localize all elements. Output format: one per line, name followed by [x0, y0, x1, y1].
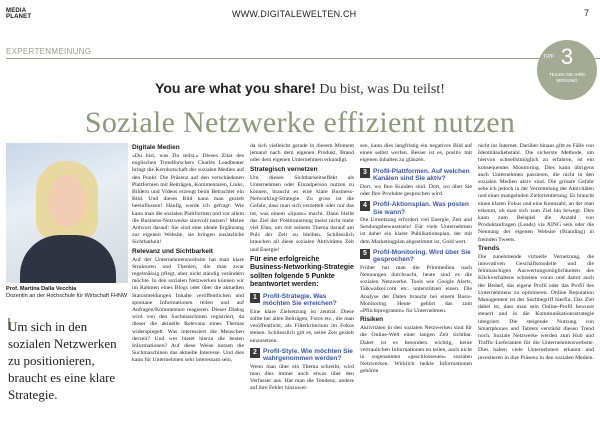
paragraph: Eine klare Zielsetzung ist zentral. Diese sollte bei allen Beiträgen, Fotos etc., die man veröffentlicht, als Filterkriterium im Fokus stehen. Schliesslich gilt es, seine Zeit gezielt einzusetzen. [250, 308, 354, 344]
tip-badge-number: 3 [560, 44, 574, 69]
site-url[interactable]: WWW.DIGITALEWELTEN.CH [232, 9, 357, 19]
photo-body [20, 235, 116, 283]
page-number: 7 [584, 8, 590, 18]
headline: Soziale Netzwerke effizient nutzen [84, 106, 516, 139]
tip-4 [360, 201, 472, 216]
author-name: Prof. Martina Dalla Vecchia [6, 286, 77, 292]
paragraph: Um diesen Sichtbarkeitseffekt als Unternehmen oder Einzelperson nutzen zu können, braucht es eine klare Business-Networking-Strategie. Zu gross ist die Gefahr, dass man sich verzettelt oder nur das tut, was einem «Spass» macht. Dann bleibt das Ziel der Positionierung meist nicht mehr viel Elan, um mit seinem Thema darauf am Puls der Zeit zu bleiben. Schliesslich brauchen all diese sozialen Aktivitäten Zeit und Energie! [250, 174, 354, 253]
tip-number: 4 [360, 201, 370, 211]
subhead-vernetzen: Strategisch vernetzen [250, 165, 318, 173]
paragraph: Wenn man über ein Thema schreibt, wird man dies immer auch etwas über den Verfasser aus. Hat man die Tendenz, andere auf ihre Fehler hinzuwei- [250, 363, 354, 392]
section-rubric: EXPERTENMEINUNG [6, 47, 92, 56]
tip-number: 2 [250, 348, 260, 358]
column-2 [250, 143, 354, 424]
tip-title: Profil-Style. Wie möchten Sie wahrgenommen werden? [263, 347, 353, 363]
paragraph: Aktivitäten in den sozialen Netzwerken sind für die Online-Welt einer langen Zeit sichtbar. Daher ist es besonders wichtig, keine vertraulichen Informationen zu teilen, auch nicht in sogenannten «geschlossenen» sozialen Netzwerken. Wirklich heikle Informationen gehören [360, 325, 472, 375]
paragraph: Die Umsetzung erfordert viel Energie, Zeit und Sendungsbewusstsein! Für viele Unternehmen ist daher ein klarer Publikationsplan, der mit dem Marketingplan abgestimmt ist, Gold wert. [360, 217, 472, 245]
paragraph: sen, kann dies langfristig ein negatives Bild auf einen selbst werfen. Besser ist es, positiv mit eigenen Inhalten zu glänzen. [360, 143, 472, 164]
paragraph: Dort, wo Ihre Kunden sind. Dort, wo über Sie oder Ihre Produkte gesprochen wird. [360, 183, 472, 197]
subhead-relevanz: Relevanz und Sichtbarkeit [132, 247, 213, 255]
tip-title: Profil-Aktionsplan. Was posten Sie wann? [373, 201, 469, 216]
tip-number: 1 [250, 293, 260, 303]
tip-5 [360, 249, 472, 264]
pullquote: Um sich in den sozialen Netzwerken zu positionieren, braucht es eine klare Strategie. [8, 319, 117, 402]
logo-line-2: PLANET [6, 14, 32, 20]
paragraph: «Du bist, was Du teilst.» Dieses Zitat des englischen Trendforschers Charles Leadbeater bringt die Kernbotschaft der sozialen Medien auf den Punkt. Die Präsenz auf den verschiedenen Plattformen mit Beiträgen, Kommentaren, Links, Bildern und Videos erzeugt beim Betrachter ein Bild. Und dieses Bild kann man gezielt beeinflussen! Häufig werde ich gefragt: Wie kann man die sozialen Plattformen und vor allem die Business-Netzwerke sinnvoll nutzen? Meine Antwort darauf: Sie sind eine ideale Ergänzung zur eigenen Website, sie bringen zusätzliche Sichtbarkeit! [132, 153, 244, 246]
column-1 [132, 143, 244, 424]
kicker [0, 80, 600, 98]
logo-line-1: MEDIA [6, 8, 27, 14]
tip-3 [360, 168, 472, 183]
paragraph: Die zunehmende virtuelle Vernetzung, die innovativen Geschäftsmodelle und die feinmaschigen Auswertungsmöglichkeiten des Klickverhaltens schreiten voran und damit auch der Bedarf, das eigene Profil oder das Profil des Unternehmens zu optimieren. Online Reputation Management ist der Suchbegriff hierfür. Das Ziel dabei ist, dass man sein Online-Profil bewusst steuert und in die Kommunikationsstrategie integriert. Die steigende Nutzung von Smartphones und Tablets verstärkt diesen Trend noch. Soziale Netzwerke werden zum Hub und Traffic-Lieferanten für die Unternehmenswebsite. Dies haben viele Unternehmen erkannt und investieren in ihre Präsenz in den sozialen Medien. [478, 253, 594, 361]
tip-number: 3 [360, 168, 370, 178]
photo-face [48, 175, 86, 227]
tip-number: 5 [360, 249, 370, 259]
tip-title: Profil-Plattformen. Auf welchen Kanälen sind Sie aktiv? [373, 167, 470, 183]
tip-badge-label: TIPP [543, 54, 555, 60]
paragraph: Auf der Unternehmenswebsite hat man klare Strukturen und Themen, die man zwar regelmässig pflegt, aber nicht ständig verändern möchte. In den sozialen Netzwerken können wir im Rahmen eines Blogs oder über die aktuellen Statusmeldungen Inhalte veröffentlichen und spontane Informationen teilen und auf Anfragen/Kommentare reagieren. Dieser Dialog wird von den Suchmaschinen registriert, da dieser die aktuelle Relevanz eines Themas widerspiegelt. Was interessiert die Menschen derzeit? Und wer bietet hierzu die besten Informationen? Auf diese Weise nutzen die Suchmaschinen das aktuelle Interesse. Und dies kann für Unternehmen sehr interessant sein, [132, 256, 244, 364]
subhead-risiken: Risiken [360, 316, 384, 324]
column-4 [478, 143, 594, 424]
author-role: Dozentin an der Hochschule für Wirtschaft FHNW [6, 293, 128, 299]
tip-1 [250, 293, 354, 308]
column-3 [360, 143, 472, 424]
tip-title: Profil-Strategie. Was möchten Sie erreichen? [263, 292, 337, 308]
subhead-five-points: Für eine erfolgreiche Business-Networking-Strategie sollten folgende 5 Punkte beantwortet werden: [250, 255, 354, 289]
tip-badge-subtitle-line2: MEINUNG [556, 78, 578, 83]
paragraph: Früher hat man die Printmedien nach Nennungen durchsucht, heute sind es die sozialen Netzwerke. Tools wie Google Alerts, Talkwalker.com etc. unterstützen einen. Die Analyse der Daten braucht bei einem Basis-Monitoring. Heute gehört das zum «Pflichtprogramm» für Unternehmen. [360, 264, 472, 315]
subhead-digitale-medien: Digitale Medien [132, 144, 180, 151]
publisher-logo [6, 8, 46, 20]
header-divider [6, 58, 600, 59]
paragraph: nicht ins Internet. Darüber hinaus gibt es Fälle von Identitätsdiebstahl. Die sicherste Methode, um hiervon schnellstmöglich zu erfahren, ist ein konsequentes Monitoring. Dies kann übrigens auch Unternehmen passieren, die nicht in den sozialen Medien aktiv sind. Die grösste Gefahr sehe ich jedoch in der Verzettelung der Aktivitäten und einer mangelnden Zielorientierung. Es braucht einen klaren Fokus und eine Kennzahl, an der man erkennt, ob man sich zum Ziel hin bewegt. Dies kann zum Beispiel die Anzahl von Produktanfragen (Leads) via XING sein oder die Nennung der eigenen Website (Branding) in fremden Tweets. [478, 143, 594, 243]
kicker-english: You are what you share! [155, 80, 316, 96]
subhead-trends: Trends [478, 244, 500, 252]
author-caption [6, 286, 130, 300]
paragraph: da sich vielleicht gerade in diesem Moment jemand nach dem eigenen Produkt, Brand oder dem eigenen Unternehmen erkundigt. [250, 143, 354, 164]
tip-badge-subtitle-line1: TEILEN SIE IHRE [548, 72, 586, 77]
author-photo [6, 143, 128, 283]
tip-2 [250, 348, 354, 363]
tip-title: Profil-Monitoring. Wird über Sie gesprochen? [373, 248, 471, 264]
kicker-german: Du bist, was Du teilst! [315, 82, 445, 97]
